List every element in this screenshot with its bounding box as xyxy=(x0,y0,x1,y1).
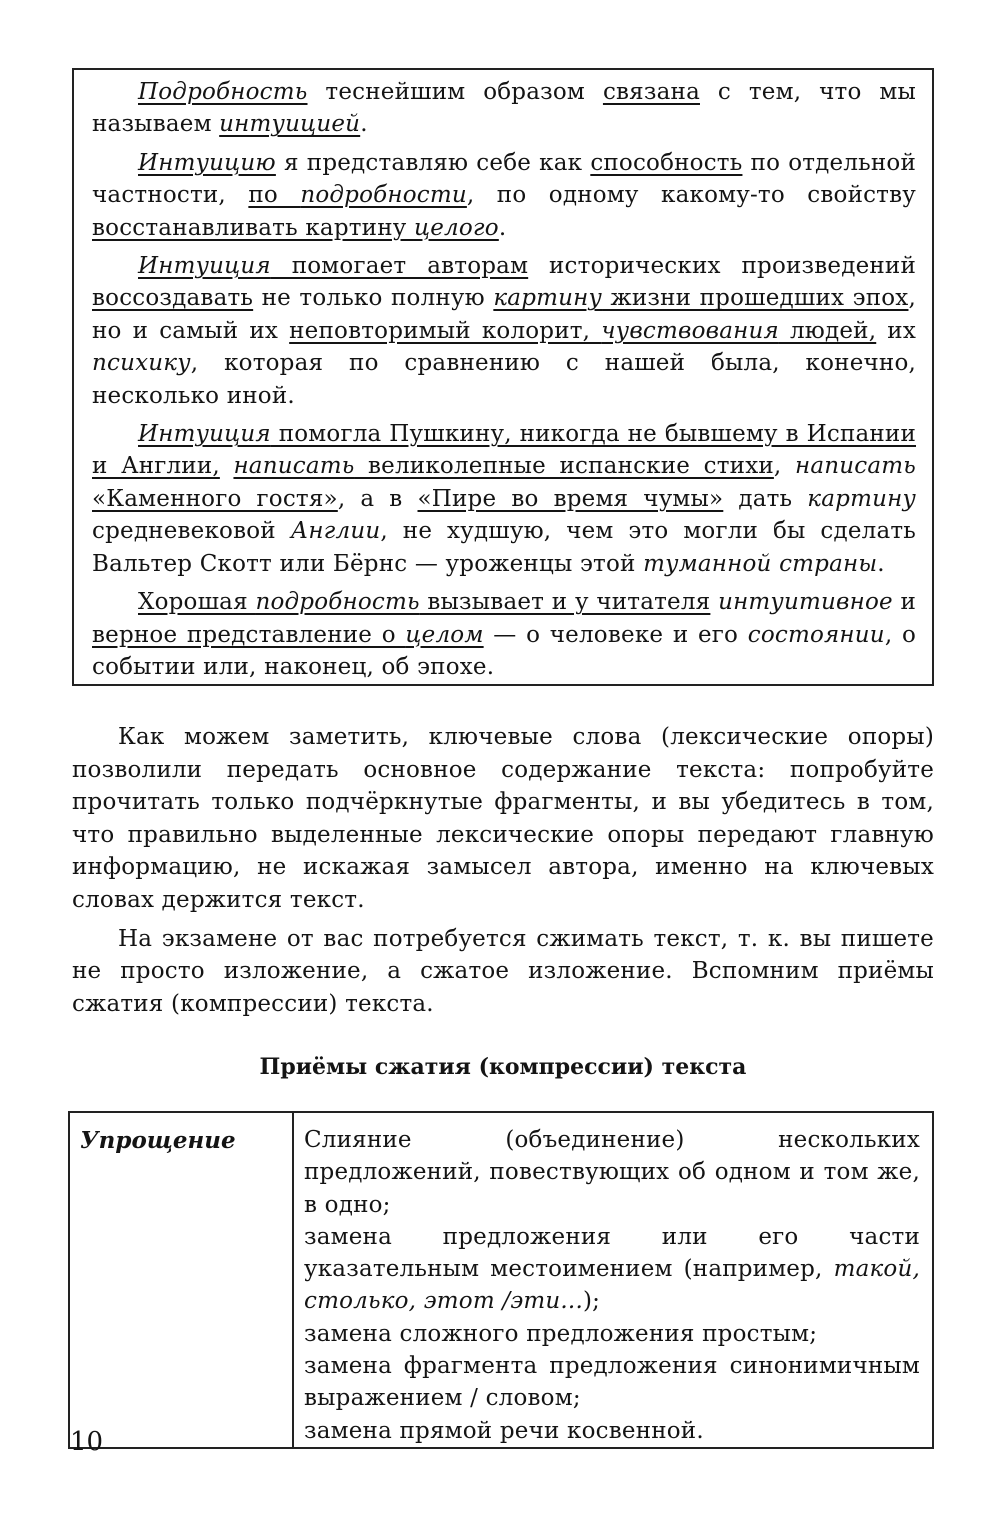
italic-word: психику xyxy=(92,350,191,377)
underlined-keyword: «Каменного гостя» xyxy=(92,485,338,512)
italic-word: картину xyxy=(807,485,916,512)
body-text xyxy=(72,721,934,1026)
italic-word: Англии xyxy=(290,518,381,545)
underlined-keyword: «Пире во время чумы» xyxy=(417,485,724,512)
text-run xyxy=(710,589,718,615)
underlined-keyword: неповторимый колорит, xyxy=(289,317,602,344)
text-run: теснейшим образом xyxy=(307,79,603,105)
underlined-keyword: Хорошая xyxy=(138,589,256,616)
text-run: — о человеке и его xyxy=(483,621,748,648)
description-line xyxy=(304,1124,920,1221)
underline-span xyxy=(493,285,602,311)
underlined-keyword: великолепные испанские стихи xyxy=(354,453,774,480)
boxed-paragraph xyxy=(92,76,916,141)
text-run: , xyxy=(773,453,795,480)
text-run: их xyxy=(876,317,916,344)
text-run xyxy=(220,453,234,479)
underlined-italic-keyword: чувствования xyxy=(601,317,779,344)
underline-span xyxy=(233,453,354,479)
underlined-italic-keyword: Интуицию xyxy=(138,149,276,176)
text-run: , о событии или, наконец, об эпохе. xyxy=(92,621,917,680)
text-run: ); xyxy=(582,1288,601,1315)
underline-span xyxy=(405,622,483,648)
underlined-keyword: людей, xyxy=(778,317,877,344)
italic-word: такой, столько, этот /эти... xyxy=(304,1256,920,1315)
description-line xyxy=(304,1318,920,1350)
method-name-cell: Упрощение xyxy=(69,1112,293,1448)
underlined-italic-keyword: Интуиция xyxy=(138,253,271,280)
underlined-italic-keyword: подробность xyxy=(255,589,420,616)
description-line xyxy=(304,1350,920,1415)
description-line xyxy=(304,1221,920,1318)
text-run: . xyxy=(360,111,368,138)
compression-methods-table xyxy=(68,1111,934,1449)
text-run: Слияние (объединение) нескольких предложений, повествующих об одном и том же, в одно; xyxy=(304,1127,920,1218)
text-run: замена предложения или его части указательным местоимением (например, xyxy=(304,1223,920,1283)
text-run: замена фрагмента предложения синонимичным выражением / словом; xyxy=(304,1353,920,1412)
underline-span xyxy=(138,253,271,279)
underlined-keyword: помогает авторам xyxy=(270,253,529,280)
underlined-keyword: помогла Пушкину, никогда не бывшему в Испании и Англии, xyxy=(92,421,916,480)
text-run: не только полную xyxy=(253,285,494,312)
underlined-italic-keyword: Интуиция xyxy=(138,421,271,448)
section-title: Приёмы сжатия (компрессии) текста xyxy=(259,1054,747,1080)
underlined-italic-keyword: Подробность xyxy=(138,79,308,105)
text-run: . xyxy=(877,550,885,577)
underlined-keyword: жизни прошедших эпох xyxy=(602,285,909,312)
boxed-paragraph xyxy=(92,586,916,683)
underlined-italic-keyword: подробности xyxy=(300,182,467,209)
italic-word: написать xyxy=(794,453,916,480)
underlined-keyword: верное представление о xyxy=(92,621,406,648)
underlined-keyword: способность xyxy=(590,149,743,176)
text-run: средневековой xyxy=(92,518,291,545)
underline-span xyxy=(138,421,271,447)
underlined-keyword: восстанавливать картину xyxy=(92,214,414,241)
underlined-italic-keyword: целом xyxy=(405,621,484,648)
underline-span xyxy=(601,318,779,344)
underlined-keyword: вызывает и у читателя xyxy=(419,589,711,616)
text-run: по отдельной частности, xyxy=(92,149,916,209)
boxed-example-text xyxy=(72,68,934,686)
description-line xyxy=(304,1415,920,1447)
text-run: замена прямой речи косвенной. xyxy=(304,1417,704,1444)
underline-span xyxy=(219,111,360,137)
italic-word: состоянии xyxy=(747,621,885,648)
text-run: дать xyxy=(723,485,808,512)
underline-span xyxy=(138,79,308,105)
underline-span xyxy=(414,215,499,241)
text-run: . xyxy=(498,214,507,241)
boxed-paragraph xyxy=(92,418,916,580)
text-run: , но и самый их xyxy=(92,285,916,344)
underlined-italic-keyword: картину xyxy=(493,285,603,312)
underlined-italic-keyword: интуицией xyxy=(219,111,361,138)
body-paragraph-1: Как можем заметить, ключевые слова (лексические опоры) позволили передать основное содержание текста: попробуйте прочитать только подчёркнутые фрагменты, и вы убедитесь в том, что правильно выделенные лексические опоры передают главную информацию, не искажая замысел автора, именно на ключевых словах держится текст. xyxy=(72,724,934,913)
boxed-paragraph xyxy=(92,250,916,412)
underlined-italic-keyword: целого xyxy=(413,214,499,241)
italic-word: интуитивное xyxy=(718,589,893,616)
underline-span xyxy=(138,150,276,176)
text-run: я представляю себе как xyxy=(275,149,591,176)
boxed-paragraph xyxy=(92,147,916,244)
text-run: , по одному какому-то свойству xyxy=(466,182,916,209)
underline-span xyxy=(255,589,419,615)
text-run: и xyxy=(892,589,917,616)
italic-word: туманной страны xyxy=(643,550,878,577)
underlined-keyword: воссоздавать xyxy=(92,285,254,312)
body-paragraph-2: На экзамене от вас потребуется сжимать текст, т. к. вы пишете не просто изложение, а сжатое изложение. Вспомним приёмы сжатия (компрессии) текста. xyxy=(72,925,934,1017)
text-run: , не худшую, чем это могли бы сделать Вальтер Скотт или Бёрнс — уроженцы этой xyxy=(92,518,916,577)
underlined-italic-keyword: написать xyxy=(233,453,355,480)
text-run: , которая по сравнению с нашей была, конечно, несколько иной. xyxy=(92,350,916,409)
table-row xyxy=(69,1112,933,1448)
underlined-keyword: связана xyxy=(602,79,700,105)
text-run: с тем, что мы называем xyxy=(92,79,916,138)
text-run: , а в xyxy=(337,485,418,512)
text-run: исторических произведений xyxy=(528,253,916,280)
page-number: 10 xyxy=(70,1427,104,1457)
underlined-keyword: по xyxy=(248,182,301,209)
underline-span xyxy=(300,182,467,208)
method-description-cell xyxy=(293,1112,933,1448)
text-run: замена сложного предложения простым; xyxy=(304,1320,818,1347)
